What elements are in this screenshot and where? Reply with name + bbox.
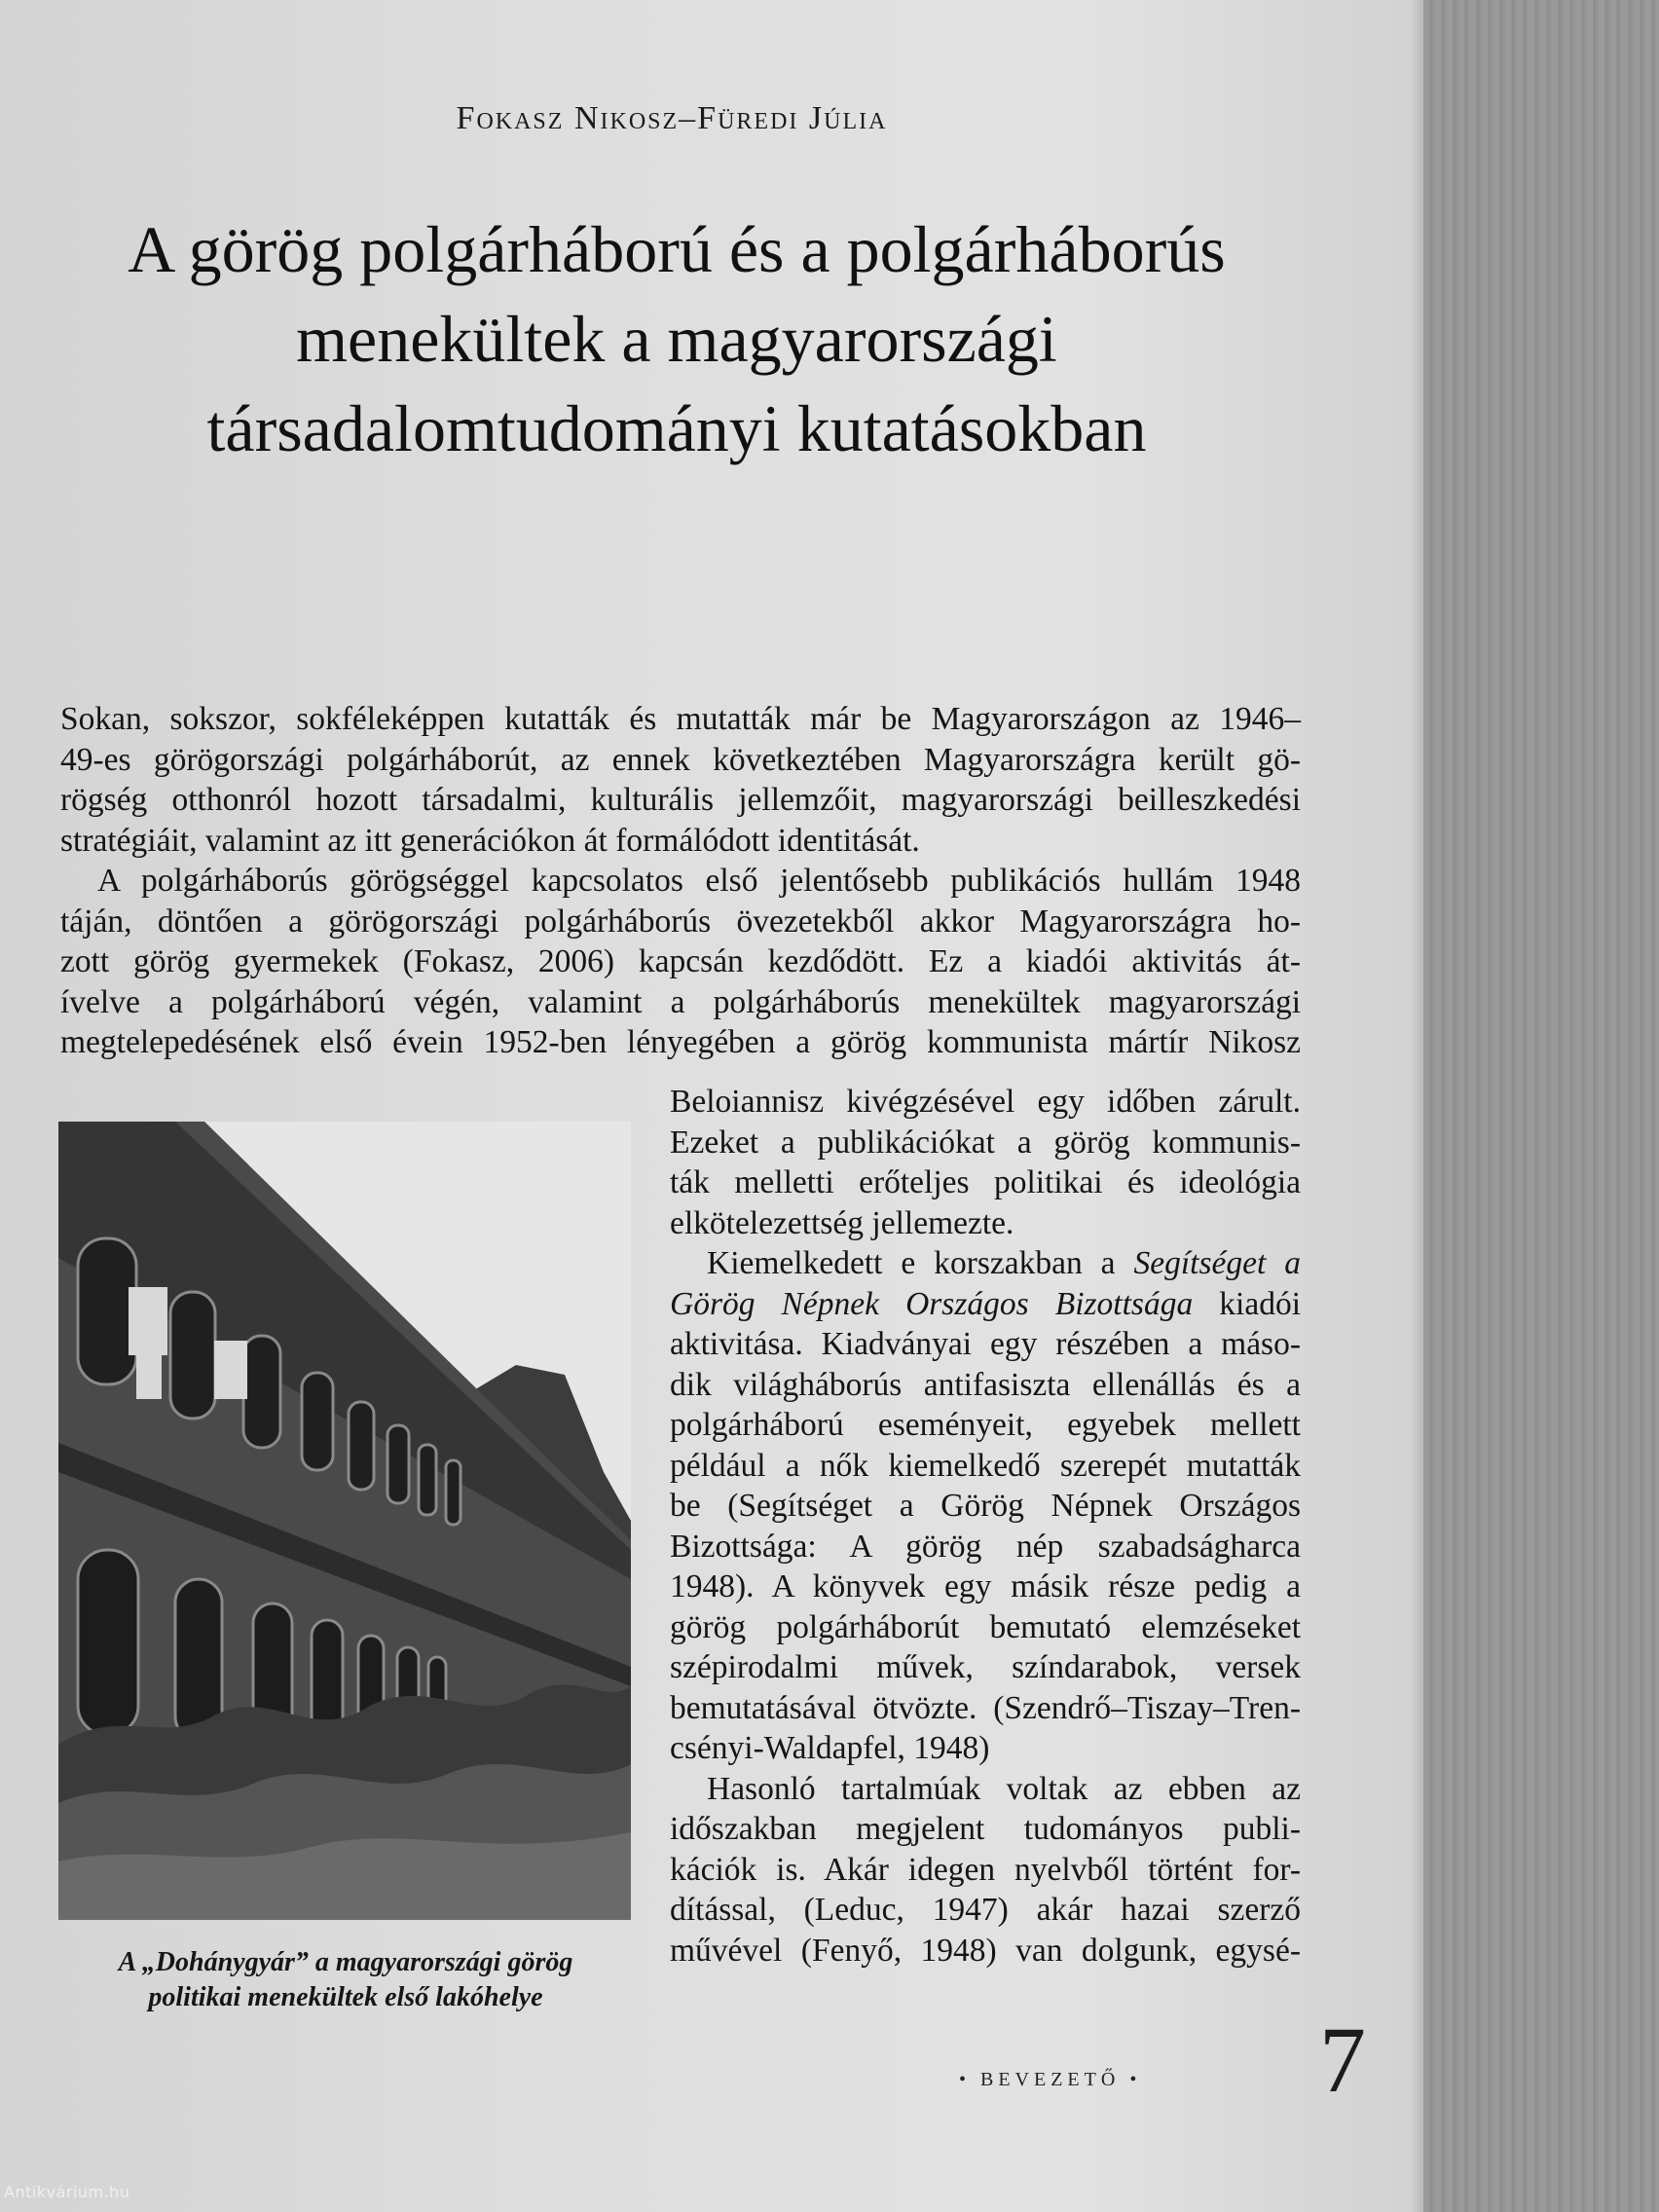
section-footer-label: • BEVEZETŐ • — [959, 2069, 1142, 2090]
title-line: A görög polgárháború és a polgárháborús — [128, 212, 1226, 286]
text-line: kációk is. Akár idegen nyelvből történt for- — [670, 1851, 1301, 1888]
text-line: Bizottsága: A görög nép szabadságharca — [670, 1528, 1301, 1565]
italic-title: Segítséget a — [1133, 1245, 1301, 1281]
text-line: görög polgárháborút bemutató elemzéseket — [670, 1608, 1301, 1645]
text-line: táján, döntően a görögországi polgárháborús övezetekből akkor Magyarországra ho- — [60, 903, 1301, 940]
text-line: bemutatásával ötvözte. (Szendrő–Tiszay–Tren- — [670, 1689, 1301, 1726]
title-line: társadalomtudományi kutatásokban — [206, 391, 1147, 465]
building-photo-drawing — [58, 1122, 631, 1920]
caption-line: politikai menekültek első lakóhelye — [148, 1982, 543, 2012]
text-line — [670, 1284, 1301, 1325]
text-line: 1948). A könyvek egy másik része pedig a — [670, 1568, 1301, 1604]
right-column-text — [670, 1082, 1301, 1971]
caption-line: A „Dohánygyár” a magyarországi görög — [118, 1947, 573, 1977]
text-line — [670, 1243, 1301, 1284]
text-line: polgárháború eseményeit, egyebek mellett — [670, 1407, 1301, 1443]
text-line: időszakban megjelent tudományos publi- — [670, 1811, 1301, 1847]
text-line: aktivitása. Kiadványai egy részében a máso- — [670, 1326, 1301, 1362]
adjacent-page-edges — [1423, 0, 1659, 2212]
text-line: dik világháborús antifasiszta ellenállás és a — [670, 1366, 1301, 1403]
intro-text — [60, 699, 1301, 1063]
text-line: Hasonló tartalmúak voltak az ebben az — [707, 1770, 1301, 1807]
text-line: ták melletti erőteljes politikai és ideológia — [670, 1164, 1301, 1200]
building-photo — [58, 1122, 631, 1920]
authors: Fokasz Nikosz–Füredi Júlia — [456, 100, 888, 136]
text-line: zott görög gyermekek (Fokasz, 2006) kapcsán kezdődött. Ez a kiadói aktivitás át- — [60, 943, 1301, 979]
text-line: szépirodalmi művek, színdarabok, versek — [670, 1649, 1301, 1685]
text-line: elkötelezettség jellemezte. — [670, 1204, 1014, 1241]
text-run: kiadói — [1219, 1285, 1302, 1322]
article-title — [39, 204, 1314, 473]
text-line: stratégiáit, valamint az itt generációkon át formálódott identitását. — [60, 822, 920, 859]
text-line: dítással, (Leduc, 1947) akár hazai szerző — [670, 1892, 1301, 1928]
text-line: csényi-Waldapfel, 1948) — [670, 1730, 990, 1766]
text-line: ívelve a polgárháború végén, valamint a polgárháborús menekültek magyarországi — [60, 983, 1301, 1020]
text-line: Ezeket a publikációkat a görög kommunis- — [670, 1124, 1301, 1161]
text-line: 49-es görögországi polgárháborút, az ennek következtében Magyarországra került gö- — [60, 741, 1301, 778]
text-line: A polgárháborús görögséggel kapcsolatos első jelentősebb publikációs hullám 1948 — [97, 863, 1301, 899]
text-run: Kiemelkedett e korszakban a — [707, 1245, 1116, 1281]
text-line: megtelepedésének első évein 1952-ben lényegében a görög kommunista mártír Nikosz — [60, 1024, 1301, 1060]
text-line: Beloiannisz kivégzésével egy időben zárult. — [670, 1084, 1301, 1120]
photo-caption — [58, 1945, 633, 2015]
text-line: Sokan, sokszor, sokféleképpen kutatták és mutatták már be Magyarországon az 1946– — [60, 701, 1301, 737]
text-line: művével (Fenyő, 1948) van dolgunk, egysé- — [670, 1932, 1301, 1969]
text-line: be (Segítséget a Görög Népnek Országos — [670, 1488, 1301, 1524]
text-line: rögség otthonról hozott társadalmi, kulturális jellemzőit, magyarországi beilleszkedési — [60, 782, 1301, 818]
title-line: menekültek a magyarországi — [296, 302, 1057, 376]
italic-title: Görög Népnek Országos Bizottsága — [670, 1285, 1194, 1322]
page-number: 7 — [1319, 2008, 1366, 2112]
watermark: Antikvárium.hu — [4, 2183, 130, 2201]
text-line: például a nők kiemelkedő szerepét mutatták — [670, 1447, 1301, 1484]
